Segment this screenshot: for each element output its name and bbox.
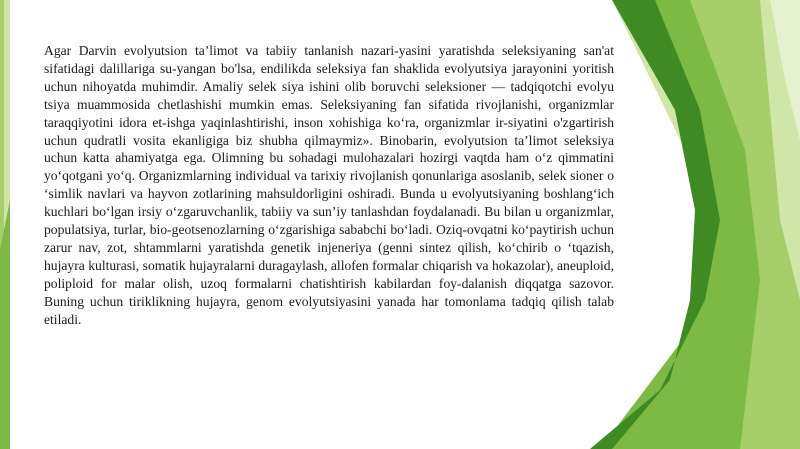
- body-paragraph: Agar Darvin evolyutsion ta’limot va tabiiy tanlanish nazari-yasini yaratishda seleksiyaning san'at sifatidagi dalillariga su-yangan bo'lsa, endilikda seleksiya fan shaklida evolyutsiya jarayonini yoritish uchun nihoyatda muhimdir. Amaliy selek siya ishini olib boruvchi seleksioner — tadqiqotchi evolyu tsiya muammosida chetlashishi mumkin emas. Seleksiyaning fan sifatida rivojlanishi, organizmlar taraqqiyotini idora et-ishga yaqinlashtirishi, inson xohishiga ko‘ra, organizmlar ir-siyatini o'zgartirish uchun qudratli vosita ekanligiga biz shubha qilmaymiz». Binobarin, evolyutsion ta’limot seleksiya uchun katta ahamiyatga ega. Olimning bu sohadagi mulohazalari hozirgi vaqtda ham o‘z qimmatini yo‘qotgani yo‘q. Organizmlarning individual va tarixiy rivojlanish qonunlariga asoslanib, selek sioner o ‘simlik navlari va hayvon zotlarining mahsuldorligini oshiradi. Bunda u evolyutsiyaning boshlang‘ich kuchlari bo‘lgan irsiy o‘zgaruvchanlik, tabiiy va sun’iy tanlashdan foydalanadi. Bu bilan u organizmlar, populatsiya, turlar, bio-geotsenozlarning o‘zgarishiga sababchi bo‘ladi. Oziq-ovqatni ko‘paytirish uchun zarur nav, zot, shtammlarni yaratishda genetik injeneriya (genni sintez qilish, ko‘chirib o ‘tqazish, hujayra kulturasi, somatik hujayralarni duragaylash, allofen formalar chiqarish va hokazolar), aneuploid, poliploid for malar olish, uzoq formalarni chatishtirish kabilardan foy-dalanish diqqatga sazovor. Buning uchun tiriklikning hujayra, genom evolyutsiyasini yanada har tomonlama tadqiq qilish talab etiladi.: [44, 43, 614, 327]
